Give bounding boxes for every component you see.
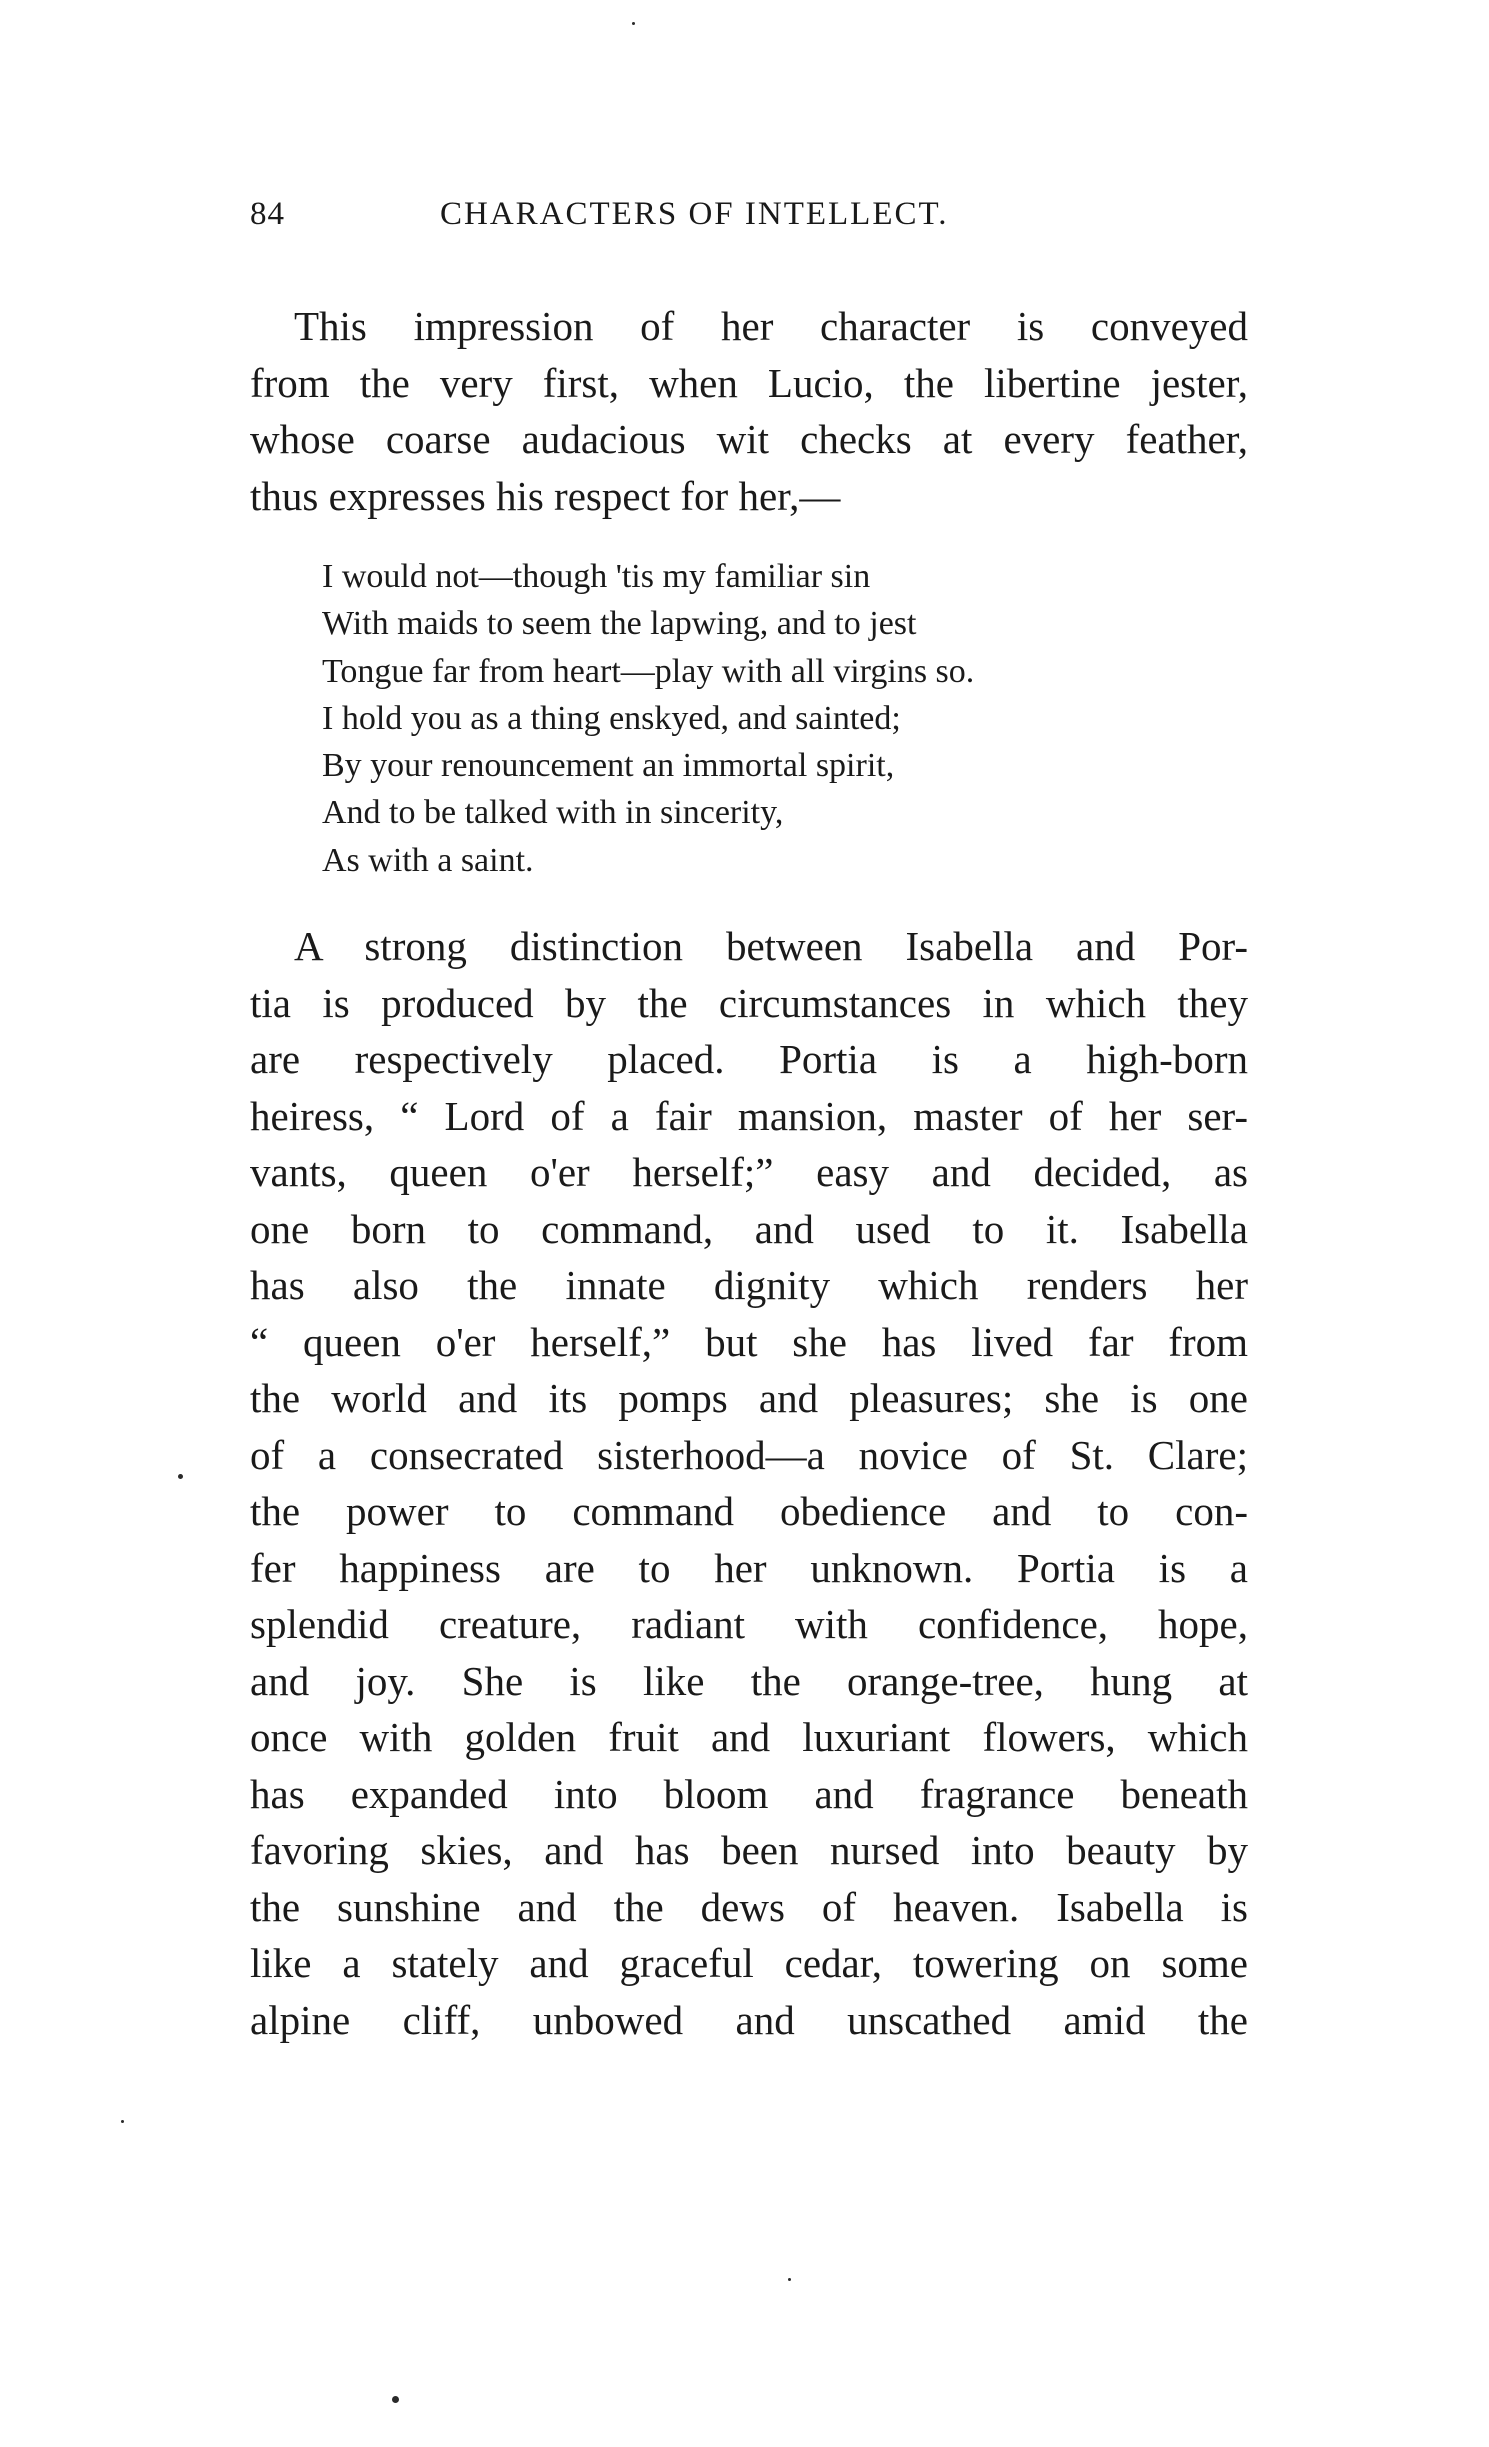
scan-speck <box>178 1474 183 1479</box>
text-line: and joy. She is like the orange-tree, hung at <box>250 1657 1248 1704</box>
verse-line: I would not—though 'tis my familiar sin <box>322 558 871 595</box>
text-line: alpine cliff, unbowed and unscathed amid the <box>250 1996 1248 2043</box>
text-line: has also the innate dignity which renders her <box>250 1262 1248 1308</box>
text-line: the power to command obedience and to con- <box>250 1488 1248 1534</box>
page-number: 84 <box>250 196 285 232</box>
verse-line: As with a saint. <box>322 841 534 879</box>
text-line: has expanded into bloom and fragrance beneath <box>250 1770 1248 1817</box>
verse-line: Tongue far from heart—play with all virgins so. <box>322 652 975 690</box>
verse-line: By your renouncement an immortal spirit, <box>322 747 895 785</box>
text-line: whose coarse audacious wit checks at every feather, <box>250 416 1248 462</box>
text-line: of a consecrated sisterhood—a novice of St. Clare; <box>250 1431 1248 1478</box>
text-line: like a stately and graceful cedar, towering on some <box>250 1940 1248 1986</box>
text-line: A strong distinction between Isabella and Por- <box>294 923 1248 969</box>
text-line: “ queen o'er herself,” but she has lived far from <box>250 1318 1248 1365</box>
text-line: the sunshine and the dews of heaven. Isabella is <box>250 1883 1248 1930</box>
text-line: fer happiness are to her unknown. Portia is a <box>250 1544 1248 1591</box>
text-line: one born to command, and used to it. Isabella <box>250 1205 1248 1252</box>
text-line: heiress, “ Lord of a fair mansion, master of her ser- <box>250 1092 1248 1139</box>
text-line: splendid creature, radiant with confidence, hope, <box>250 1601 1248 1647</box>
text-line: vants, queen o'er herself;” easy and decided, as <box>250 1149 1248 1195</box>
verse-quotation <box>322 553 974 884</box>
text-line: tia is produced by the circumstances in which they <box>250 979 1248 1026</box>
text-line: are respectively placed. Portia is a high-born <box>250 1036 1248 1082</box>
text-line: from the very first, when Lucio, the libertine jester, <box>250 359 1248 406</box>
scan-speck <box>632 22 635 25</box>
text-line: thus expresses his respect for her,— <box>250 472 841 519</box>
scan-speck <box>788 2278 791 2281</box>
paragraph-comparison <box>250 918 1248 2048</box>
paragraph-intro <box>250 298 1248 524</box>
text-line: the world and its pomps and pleasures; she is one <box>250 1375 1248 1421</box>
text-line: This impression of her character is conveyed <box>294 303 1248 349</box>
verse-line: I hold you as a thing enskyed, and sainted; <box>322 699 901 737</box>
verse-line: And to be talked with in sincerity, <box>322 794 784 832</box>
running-title: CHARACTERS OF INTELLECT. <box>440 196 949 232</box>
text-line: once with golden fruit and luxuriant flowers, which <box>250 1714 1248 1760</box>
scan-speck <box>121 2120 124 2123</box>
scan-speck <box>392 2396 399 2403</box>
verse-line: With maids to seem the lapwing, and to jest <box>322 605 917 643</box>
text-line: favoring skies, and has been nursed into beauty by <box>250 1827 1248 1873</box>
running-head <box>250 196 1250 256</box>
